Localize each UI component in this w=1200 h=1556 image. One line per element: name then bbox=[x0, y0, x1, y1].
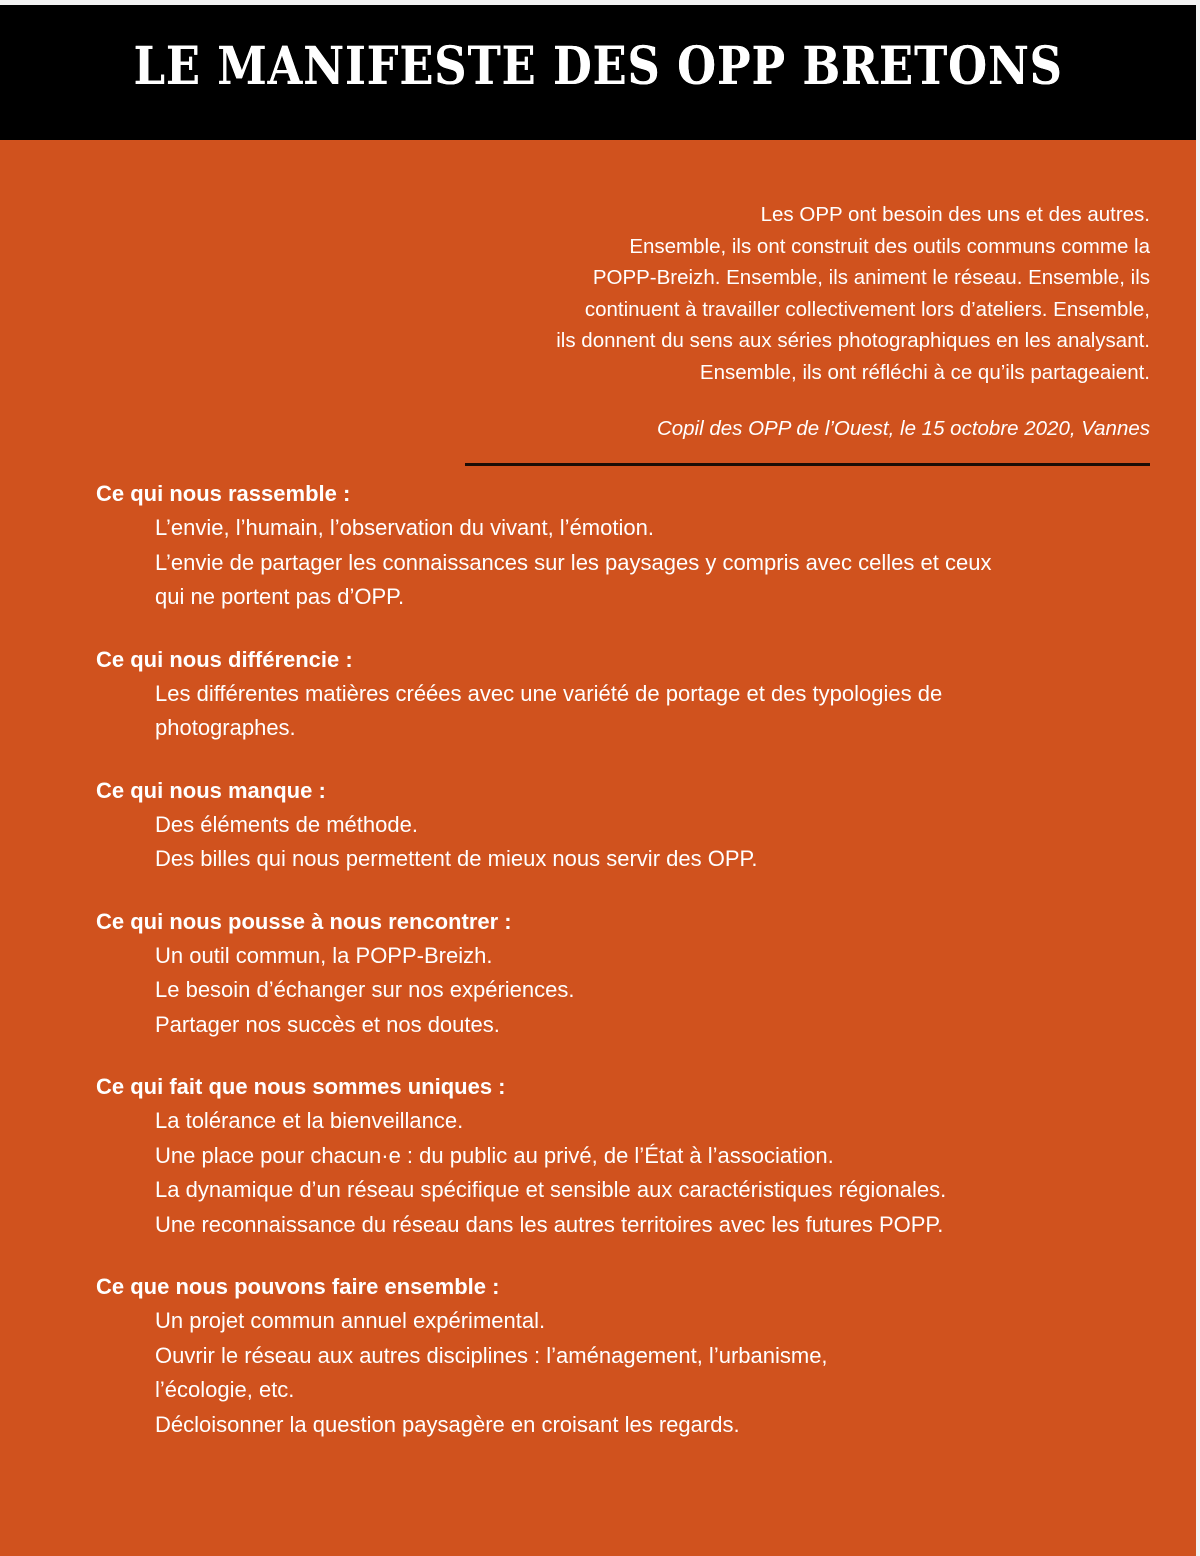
intro-line: Ensemble, ils ont construit des outils communs comme la bbox=[629, 234, 1150, 258]
section-line: Un outil commun, la POPP-Breizh. bbox=[155, 942, 493, 968]
intro-paragraph bbox=[430, 199, 1150, 388]
section-heading: Ce qui fait que nous sommes uniques : bbox=[96, 1074, 506, 1099]
intro-line: POPP-Breizh. Ensemble, ils animent le réseau. Ensemble, ils bbox=[592, 266, 1150, 289]
section-uniques bbox=[96, 1070, 1156, 1242]
section-ensemble bbox=[96, 1270, 1156, 1442]
section-line: Une place pour chacun·e : du public au privé, de l’État à l’association. bbox=[155, 1142, 834, 1168]
manifesto-page bbox=[0, 5, 1196, 1556]
section-line: Des billes qui nous permettent de mieux nous servir des OPP. bbox=[155, 846, 758, 871]
section-line: l’écologie, etc. bbox=[155, 1377, 295, 1402]
section-line: Partager nos succès et nos doutes. bbox=[155, 1011, 500, 1037]
intro-line: ils donnent du sens aux séries photographiques en les analysant. bbox=[556, 329, 1150, 352]
section-line: L’envie, l’humain, l’observation du vivant, l’émotion. bbox=[155, 515, 654, 540]
intro-signature: Copil des OPP de l’Ouest, le 15 octobre 2020, Vannes bbox=[656, 417, 1150, 440]
section-heading: Ce qui nous manque : bbox=[96, 777, 326, 803]
section-line: Des éléments de méthode. bbox=[155, 811, 418, 837]
section-heading: Ce que nous pouvons faire ensemble : bbox=[96, 1274, 500, 1299]
section-line: L’envie de partager les connaissances sur les paysages y compris avec celles et ceux bbox=[155, 549, 992, 575]
divider-line bbox=[465, 463, 1150, 466]
section-line: Une reconnaissance du réseau dans les autres territoires avec les futures POPP. bbox=[155, 1211, 944, 1237]
section-line: Un projet commun annuel expérimental. bbox=[155, 1308, 546, 1333]
section-line: photographes. bbox=[155, 715, 296, 740]
section-line: La tolérance et la bienveillance. bbox=[155, 1108, 464, 1133]
section-line: Le besoin d’échanger sur nos expériences. bbox=[155, 977, 575, 1002]
intro-line: Ensemble, ils ont réfléchi à ce qu’ils partageaient. bbox=[699, 360, 1150, 384]
section-rencontrer bbox=[96, 905, 1156, 1043]
intro-line: Les OPP ont besoin des uns et des autres. bbox=[760, 203, 1150, 226]
section-heading: Ce qui nous rassemble : bbox=[96, 481, 351, 506]
section-rassemble bbox=[96, 477, 1156, 615]
section-line: qui ne portent pas d’OPP. bbox=[155, 584, 405, 609]
page-title: LE MANIFESTE DES OPP BRETONS bbox=[133, 36, 1063, 97]
section-line: Décloisonner la question paysagère en croisant les regards. bbox=[155, 1411, 740, 1437]
section-line: Les différentes matières créées avec une variété de portage et des typologies de bbox=[155, 680, 943, 706]
section-line: La dynamique d’un réseau spécifique et sensible aux caractéristiques régionales. bbox=[155, 1177, 947, 1202]
section-manque bbox=[96, 774, 1156, 877]
section-line: Ouvrir le réseau aux autres disciplines : l’aménagement, l’urbanisme, bbox=[155, 1342, 828, 1368]
title-banner bbox=[0, 5, 1196, 140]
section-heading: Ce qui nous différencie : bbox=[96, 646, 353, 672]
intro-line: continuent à travailler collectivement lors d’ateliers. Ensemble, bbox=[584, 297, 1150, 321]
section-differencie bbox=[96, 643, 1156, 746]
manifesto-sections bbox=[96, 477, 1156, 1470]
section-heading: Ce qui nous pousse à nous rencontrer : bbox=[96, 908, 512, 934]
